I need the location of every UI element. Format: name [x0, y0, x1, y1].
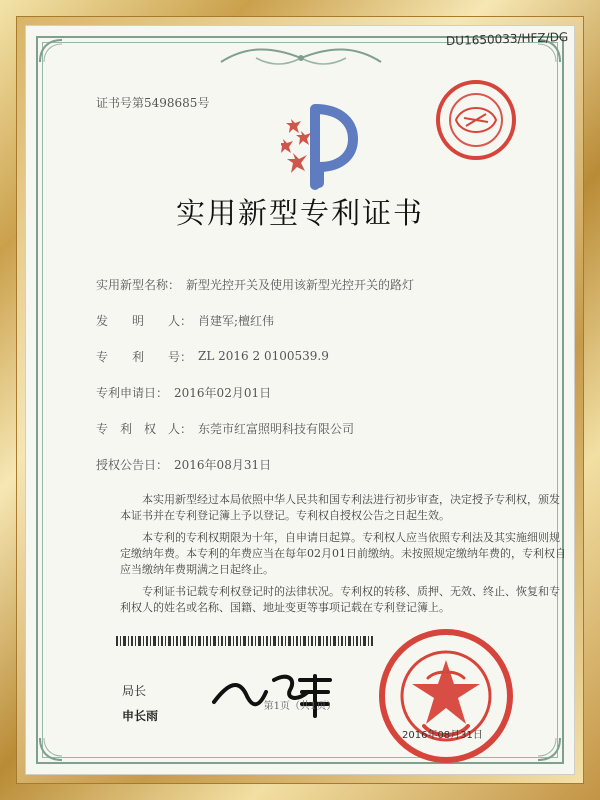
handwritten-signature-icon — [204, 662, 344, 722]
field-label: 发 明 人： — [96, 313, 193, 328]
field-label: 专利申请日： — [96, 385, 169, 400]
body-paragraph: 本专利的专利权期限为十年，自申请日起算。专利权人应当依照专利法及其实施细则规定缴纳年费。本专利的年费应当在每年02月01日前缴纳。未按照规定缴纳年费的，专利权自应当缴纳年费期满之日起终止。 — [120, 531, 566, 576]
field-patentee — [96, 410, 566, 446]
field-value: ZL 2016 2 0100539.9 — [198, 349, 329, 363]
certificate-paper — [26, 26, 574, 774]
certificate-title: 实用新型专利证书 — [175, 196, 424, 230]
certificate-number: 证书号第5498685号 — [96, 96, 210, 110]
seal-date: 2016年08月31日 — [402, 730, 483, 741]
body-paragraph: 本实用新型经过本局依照中华人民共和国专利法进行初步审查，决定授予专利权，颁发本证书并在专利登记簿上予以登记。专利权自授权公告之日起生效。 — [120, 493, 560, 522]
field-label: 授权公告日： — [96, 457, 169, 472]
patent-office-logo-icon — [281, 101, 361, 191]
field-label: 专 利 权 人： — [96, 421, 193, 436]
corner-ornament-icon — [536, 736, 562, 762]
field-inventor — [96, 302, 566, 338]
barcode-icon — [116, 636, 376, 646]
top-flourish-icon — [216, 44, 386, 70]
field-utility-model-name — [96, 266, 566, 302]
handwritten-reference: DU1650033/HFZ/DG — [445, 29, 569, 49]
field-label: 专 利 号： — [96, 349, 193, 364]
certificate-body-text — [120, 492, 570, 622]
body-paragraph: 专利证书记载专利权登记时的法律状况。专利权的转移、质押、无效、终止、恢复和专利权人的姓名或名称、国籍、地址变更等事项记载在专利登记簿上。 — [120, 585, 560, 614]
field-value: 2016年08月31日 — [174, 457, 272, 472]
certificate-fields — [96, 266, 566, 482]
field-value: 东莞市红富照明科技有限公司 — [198, 421, 355, 436]
field-value: 2016年02月01日 — [174, 385, 272, 400]
field-patent-number — [96, 338, 566, 374]
director-name: 申长雨 — [122, 709, 159, 723]
page-number: 第1页（共1页） — [263, 701, 337, 712]
field-value: 新型光控开关及使用该新型光控开关的路灯 — [186, 277, 415, 292]
corner-ornament-icon — [38, 736, 64, 762]
field-application-date — [96, 374, 566, 410]
corner-ornament-icon — [38, 38, 64, 64]
field-grant-date — [96, 446, 566, 482]
field-label: 实用新型名称： — [96, 277, 181, 292]
field-value: 肖建军;檀红伟 — [198, 313, 275, 328]
red-seal-main-icon — [376, 626, 516, 766]
director-title: 局长 — [122, 684, 147, 698]
red-seal-small-icon — [434, 78, 518, 162]
